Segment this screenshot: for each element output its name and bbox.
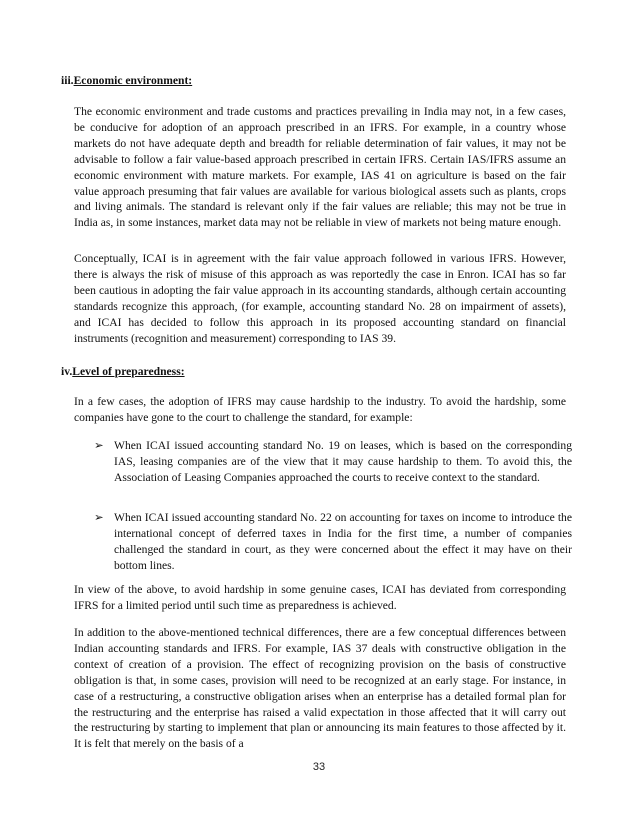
arrow-bullet-icon: ➢ [94,439,104,452]
arrow-bullet-icon: ➢ [94,511,104,524]
page-number: 33 [312,761,326,773]
paragraph-conceptual-differences: In addition to the above-mentioned technical differences, there are a few conceptual differences between Indian accounting standards and IFRS. For example, IAS 37 deals with constructive obligation in the context of creation of a provision. The effect of recognizing provision on the basis of constructive obligation is that, in some cases, provision will need to be recognized at an early stage. For instance, in case of a restructuring, a constructive obligation arises when an enterprise has a detailed formal plan for the restructuring and the enterprise has raised a valid expectation in those affected that it will carry out the restructuring by starting to implement that plan or announcing its main features to those affected by it. It is felt that merely on the basis of a [74,626,566,751]
paragraph-fair-value-approach: Conceptually, ICAI is in agreement with the fair value approach followed in various IFRS. However, there is always the risk of misuse of this approach as was reportedly the case in Enron. ICAI has so far been cautious in adopting the fair value approach in its accounting standards, although certain accounting standards recognize this approach, (for example, accounting standard No. 28 on impairment of assets), and ICAI has decided to follow this approach in its proposed accounting standard on financial instruments (recognition and measurement) corresponding to IAS 39. [74,252,566,345]
section-number: iv. [61,365,73,378]
section-heading-level-of-preparedness [61,365,185,378]
section-title: Economic environment: [73,74,193,87]
paragraph-economic-environment: The economic environment and trade customs and practices prevailing in India may not, in a few cases, be conducive for adoption of an approach prescribed in an IFRS. For example, in a country whose markets do not have adequate depth and breadth for reliable determination of fair values, it may not be advisable to follow a fair value-based approach prescribed in certain IFRS. Certain IAS/IFRS assume an economic environment with mature markets. For example, IAS 41 on agriculture is based on the fair value approach presuming that fair values are available for various biological assets such as plants, crops and living animals. The standard is relevant only if the fair values are reliable; this may not be true in India as, in some instances, market data may not be reliable in view of markets not being mature enough. [74,105,566,230]
paragraph-hardship-deviation: In view of the above, to avoid hardship in some genuine cases, ICAI has deviated from corresponding IFRS for a limited period until such time as preparedness is achieved. [74,583,566,612]
bullet-text-deferred-taxes: When ICAI issued accounting standard No. 22 on accounting for taxes on income to introduce the international concept of deferred taxes in India for the first time, a number of companies challenged the standard in court, as they were concerned about the effect it may have on their bottom lines. [114,511,572,572]
section-number: iii. [61,74,74,87]
bullet-text-leases: When ICAI issued accounting standard No. 19 on leases, which is based on the corresponding IAS, leasing companies are of the view that it may cause hardship to them. To avoid this, the Association of Leasing Companies approached the courts to receive context to the standard. [114,439,572,484]
section-heading-economic-environment [61,74,192,87]
paragraph-hardship-intro: In a few cases, the adoption of IFRS may cause hardship to the industry. To avoid the hardship, some companies have gone to the court to challenge the standard, for example: [74,395,566,424]
section-title: Level of preparedness: [72,365,185,378]
